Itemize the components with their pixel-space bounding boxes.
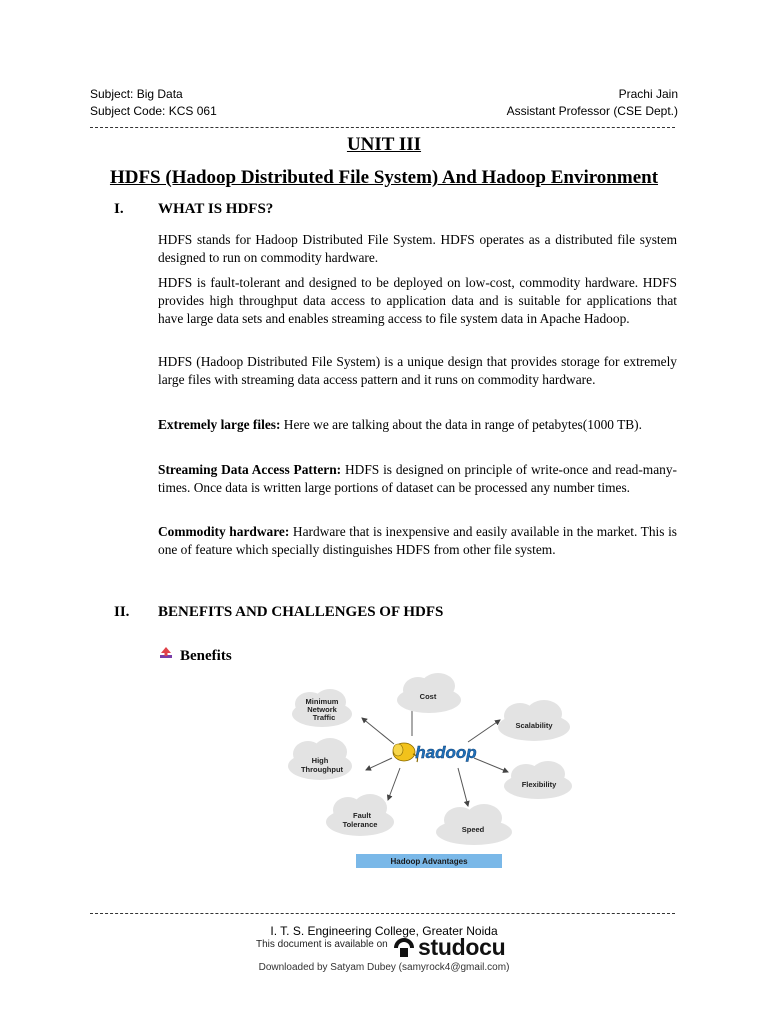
hadoop-advantages-diagram xyxy=(262,670,592,875)
paragraph-hdfs-definition: HDFS stands for Hadoop Distributed File System. HDFS operates as a distributed file system designed to run on commodity hardware. xyxy=(158,232,677,265)
section-2-number: II. xyxy=(114,604,130,620)
definition-commodity: Hardware that is inexpensive and easily available in the market. This is one of feature which specially distinguishes HDFS from other file system. xyxy=(158,524,677,557)
section-1-title: WHAT IS HDFS? xyxy=(158,201,274,217)
label-fault: Fault xyxy=(353,811,371,820)
term-large-files: Extremely large files: xyxy=(158,417,281,432)
label-high: High xyxy=(311,756,329,765)
definition-large-files: Here we are talking about the data in range of petabytes(1000 TB). xyxy=(280,417,642,432)
document-title: HDFS (Hadoop Distributed File System) And Hadoop Environment xyxy=(109,167,659,188)
author-name: Prachi Jain xyxy=(618,87,678,101)
author-title: Assistant Professor (CSE Dept.) xyxy=(506,104,678,118)
footer-college: I. T. S. Engineering College, Greater Noida xyxy=(270,924,498,938)
hadoop-logo xyxy=(393,743,477,762)
download-notice: Downloaded by Satyam Dubey (samyrock4@gmail.com) xyxy=(258,962,510,973)
studocu-brand: studocu xyxy=(418,934,506,960)
studocu-banner[interactable] xyxy=(196,932,572,962)
paragraph-streaming xyxy=(158,461,677,497)
studocu-logo-icon xyxy=(392,936,416,960)
footer-divider xyxy=(90,913,675,914)
definition-streaming: HDFS is designed on principle of write-once and read-many-times. Once data is written large portions of dataset can be processed any number times. xyxy=(158,462,677,495)
term-commodity: Commodity hardware: xyxy=(158,524,290,539)
diagram-caption: Hadoop Advantages xyxy=(390,857,468,866)
subject-label: Subject: Big Data xyxy=(90,87,183,101)
section-1-number: I. xyxy=(114,201,124,217)
hadoop-logo-text: hadoop xyxy=(415,743,477,762)
paragraph-fault-tolerant: HDFS is fault-tolerant and designed to be deployed on low-cost, commodity hardware. HDFS provides high throughput data access to application data and is suitable for applications that have large data sets and enables streaming access to file system data in Apache Hadoop. xyxy=(158,275,677,326)
benefits-subheading xyxy=(158,646,232,665)
label-scalability: Scalability xyxy=(515,721,553,730)
label-tolerance: Tolerance xyxy=(342,820,378,829)
section-2-title: BENEFITS AND CHALLENGES OF HDFS xyxy=(158,604,444,620)
benefits-label: Benefits xyxy=(180,648,232,664)
label-flexibility: Flexibility xyxy=(521,780,557,789)
header-divider xyxy=(90,127,675,128)
paragraph-unique-design: HDFS (Hadoop Distributed File System) is a unique design that provides storage for extremely large files with streaming data access pattern and it runs on commodity hardware. xyxy=(158,354,677,387)
availability-text: This document is available on xyxy=(256,939,388,950)
term-streaming: Streaming Data Access Pattern: xyxy=(158,462,342,477)
subject-code-label: Subject Code: KCS 061 xyxy=(90,104,217,118)
label-throughput: Throughput xyxy=(300,765,344,774)
label-network: Network xyxy=(307,705,337,714)
unit-title: UNIT III xyxy=(346,134,422,155)
label-traffic: Traffic xyxy=(312,713,336,722)
label-speed: Speed xyxy=(461,825,485,834)
label-minimum: Minimum xyxy=(305,697,339,706)
paragraph-large-files xyxy=(158,416,677,434)
paragraph-commodity xyxy=(158,523,677,559)
label-cost: Cost xyxy=(419,692,437,701)
bullet-arrow-icon xyxy=(158,646,174,662)
